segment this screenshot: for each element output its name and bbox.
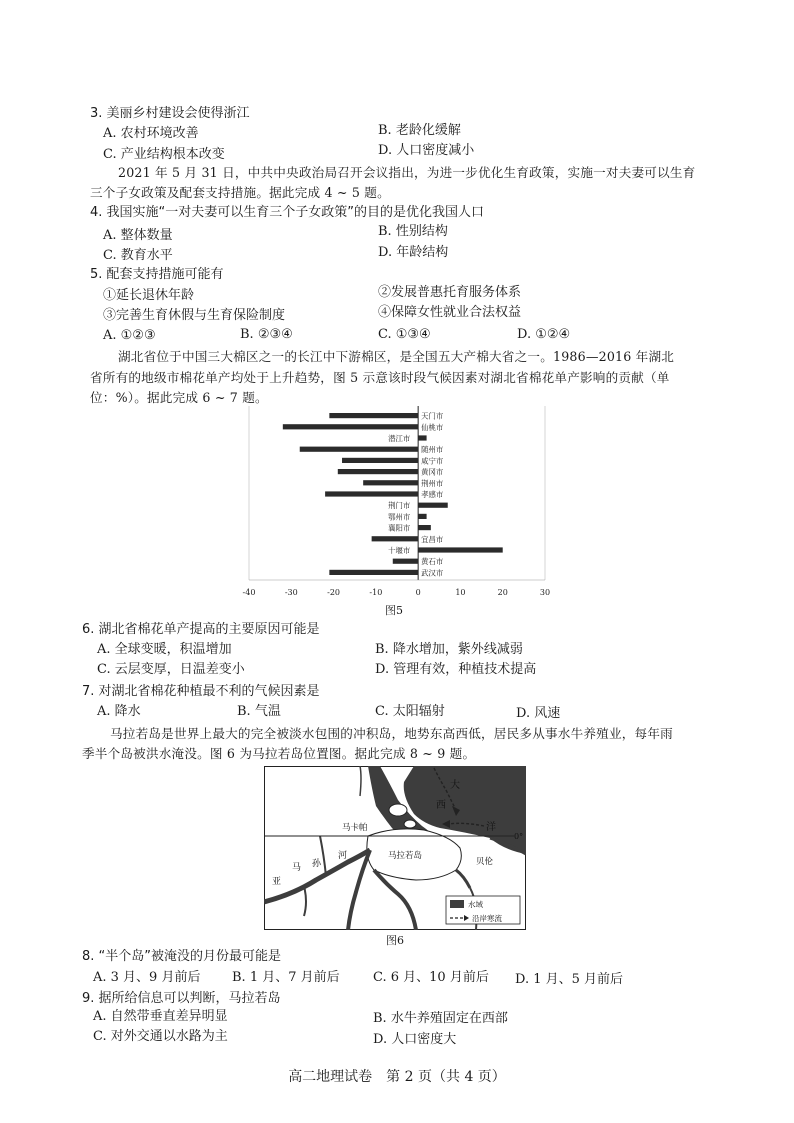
map-label-yang: 洋: [486, 822, 496, 833]
page-footer: 高二地理试卷 第 2 页（共 4 页）: [288, 1069, 506, 1085]
q8-option-a: A. 3 月、9 月前后: [93, 970, 201, 985]
bar-仙桃市: [283, 424, 418, 429]
bar-武汉市: [329, 570, 418, 575]
bar-label-宜昌市: 宜昌市: [421, 534, 444, 544]
q8-stem: 8. “半个岛”被淹没的月份最可能是: [82, 949, 282, 964]
q6-option-b: B. 降水增加，紫外线减弱: [375, 642, 523, 657]
bar-label-仙桃市: 仙桃市: [421, 422, 444, 432]
bar-潜江市: [418, 435, 426, 440]
map-label-sun: 孙: [312, 859, 322, 869]
x-tick--30: -30: [284, 588, 298, 597]
q8-option-b: B. 1 月、7 月前后: [232, 970, 340, 985]
q9-option-b: B. 水牛养殖固定在西部: [373, 1011, 508, 1026]
map-islet-2: [404, 820, 416, 828]
q5-option-d: D. ①②④: [517, 327, 571, 342]
q9-option-d: D. 人口密度大: [373, 1032, 457, 1047]
bar-黄冈市: [338, 469, 418, 474]
map-legend-water: 水域: [468, 900, 483, 909]
bar-label-荆州市: 荆州市: [421, 478, 444, 488]
bar-十堰市: [418, 547, 503, 552]
q4-stem: 4. 我国实施“一对夫妻可以生育三个子女政策”的目的是优化我国人口: [90, 205, 485, 220]
x-tick-10: 10: [455, 588, 466, 597]
x-tick--10: -10: [369, 588, 383, 597]
q3-option-d: D. 人口密度减小: [378, 143, 475, 158]
map-label-beilun: 贝伦: [476, 857, 494, 867]
q6-option-a: A. 全球变暖，积温增加: [97, 642, 232, 657]
bar-黄石市: [393, 559, 418, 564]
bar-天门市: [329, 413, 418, 418]
bar-随州市: [300, 447, 418, 452]
bar-宜昌市: [372, 536, 419, 541]
q3-option-c: C. 产业结构根本改变: [103, 147, 225, 162]
q5-option-b: B. ②③④: [240, 327, 293, 342]
intro67-line1: 湖北省位于中国三大棉区之一的长江中下游棉区，是全国五大产棉大省之一。1986—2016 年湖北: [118, 349, 675, 364]
bar-label-孝感市: 孝感市: [421, 490, 444, 499]
bar-label-咸宁市: 咸宁市: [421, 456, 444, 466]
q9-option-c: C. 对外交通以水路为主: [93, 1029, 228, 1044]
bar-label-荆门市: 荆门市: [388, 501, 411, 511]
q5-stem: 5. 配套支持措施可能有: [90, 267, 224, 282]
q5-option-a: A. ①②③: [103, 328, 156, 343]
map-label-da: 大: [450, 780, 460, 791]
intro89-line2: 季半个岛被洪水淹没。图 6 为马拉若岛位置图。据此完成 8 ~ 9 题。: [82, 746, 476, 761]
q8-option-c: C. 6 月、10 月前后: [373, 970, 489, 985]
bar-鄂州市: [418, 514, 426, 519]
x-tick-30: 30: [539, 588, 551, 597]
bar-荆州市: [363, 480, 418, 485]
q4-option-c: C. 教育水平: [103, 248, 173, 263]
q3-stem: 3. 美丽乡村建设会使得浙江: [90, 106, 250, 121]
q5-item3: ③完善生育休假与生育保险制度: [103, 308, 286, 323]
bar-荆门市: [418, 503, 448, 508]
q7-option-d: D. 风速: [516, 706, 561, 721]
bar-label-天门市: 天门市: [421, 411, 444, 421]
q4-option-d: D. 年龄结构: [378, 245, 449, 260]
map-label-ma: 马: [292, 863, 302, 873]
intro45-line1: 2021 年 5 月 31 日，中共中央政治局召开会议指出，为进一步优化生育政策，实施一对夫妻可以生育: [118, 165, 696, 180]
map-label-he: 河: [338, 851, 348, 861]
map-legend-current: 沿岸寒流: [472, 914, 502, 923]
figure6-map: [264, 766, 526, 930]
bar-label-襄阳市: 襄阳市: [388, 523, 411, 533]
q4-option-a: A. 整体数量: [103, 228, 173, 243]
map-label-xi: 西: [436, 800, 446, 811]
x-tick-0: 0: [415, 588, 421, 597]
bar-label-鄂州市: 鄂州市: [388, 512, 411, 522]
map-legend-water-swatch: [450, 900, 464, 908]
map-label-makapa: 马卡帕: [342, 823, 368, 833]
bar-label-十堰市: 十堰市: [388, 546, 411, 555]
q6-stem: 6. 湖北省棉花单产提高的主要原因可能是: [82, 622, 320, 637]
map-islet-1: [389, 804, 407, 816]
q7-option-c: C. 太阳辐射: [375, 704, 445, 719]
intro67-line2: 省所有的地级市棉花单产均处于上升趋势，图 5 示意该时段气候因素对湖北省棉花单产影响的贡献（单: [90, 370, 670, 385]
q7-stem: 7. 对湖北省棉花种植最不利的气候因素是: [82, 684, 320, 699]
q5-item1: ①延长退休年龄: [103, 288, 195, 303]
map-label-malaruo: 马拉若岛: [388, 851, 423, 861]
q9-stem: 9. 据所给信息可以判断，马拉若岛: [82, 991, 281, 1006]
q9-option-a: A. 自然带垂直差异明显: [93, 1009, 228, 1024]
intro89-line1: 马拉若岛是世界上最大的完全被淡水包围的冲积岛，地势东高西低，居民多从事水牛养殖业，每年雨: [110, 726, 673, 741]
q3-option-a: A. 农村环境改善: [103, 126, 199, 141]
bar-label-随州市: 随州市: [421, 445, 444, 455]
bar-label-黄石市: 黄石市: [421, 557, 444, 567]
q5-item2: ②发展普惠托育服务体系: [378, 285, 522, 300]
bar-襄阳市: [418, 525, 431, 530]
intro45-line2: 三个子女政策及配套支持措施。据此完成 4 ~ 5 题。: [90, 185, 390, 200]
x-tick-20: 20: [497, 588, 508, 597]
q6-option-c: C. 云层变厚，日温差变小: [97, 662, 245, 677]
bar-label-武汉市: 武汉市: [421, 568, 444, 578]
bar-label-潜江市: 潜江市: [388, 434, 411, 443]
bar-咸宁市: [342, 458, 418, 463]
q8-option-d: D. 1 月、5 月前后: [515, 972, 624, 987]
bar-label-黄冈市: 黄冈市: [421, 467, 444, 477]
figure5-bar-chart: [230, 406, 560, 618]
x-tick--20: -20: [327, 588, 341, 597]
q3-option-b: B. 老龄化缓解: [378, 123, 461, 138]
q4-option-b: B. 性别结构: [378, 224, 448, 239]
map-label-ya: 亚: [272, 877, 282, 887]
figure5-caption: 图5: [385, 604, 403, 617]
map-label-equator: 0°: [514, 832, 524, 841]
q5-item4: ④保障女性就业合法权益: [378, 305, 522, 320]
q7-option-a: A. 降水: [97, 704, 141, 719]
bar-孝感市: [325, 491, 418, 496]
figure6-caption: 图6: [386, 934, 404, 947]
x-tick--40: -40: [242, 588, 256, 597]
q6-option-d: D. 管理有效，种植技术提高: [375, 662, 537, 677]
q7-option-b: B. 气温: [237, 704, 281, 719]
q5-option-c: C. ①③④: [378, 327, 431, 342]
intro67-line3: 位：%）。据此完成 6 ~ 7 题。: [90, 390, 268, 405]
